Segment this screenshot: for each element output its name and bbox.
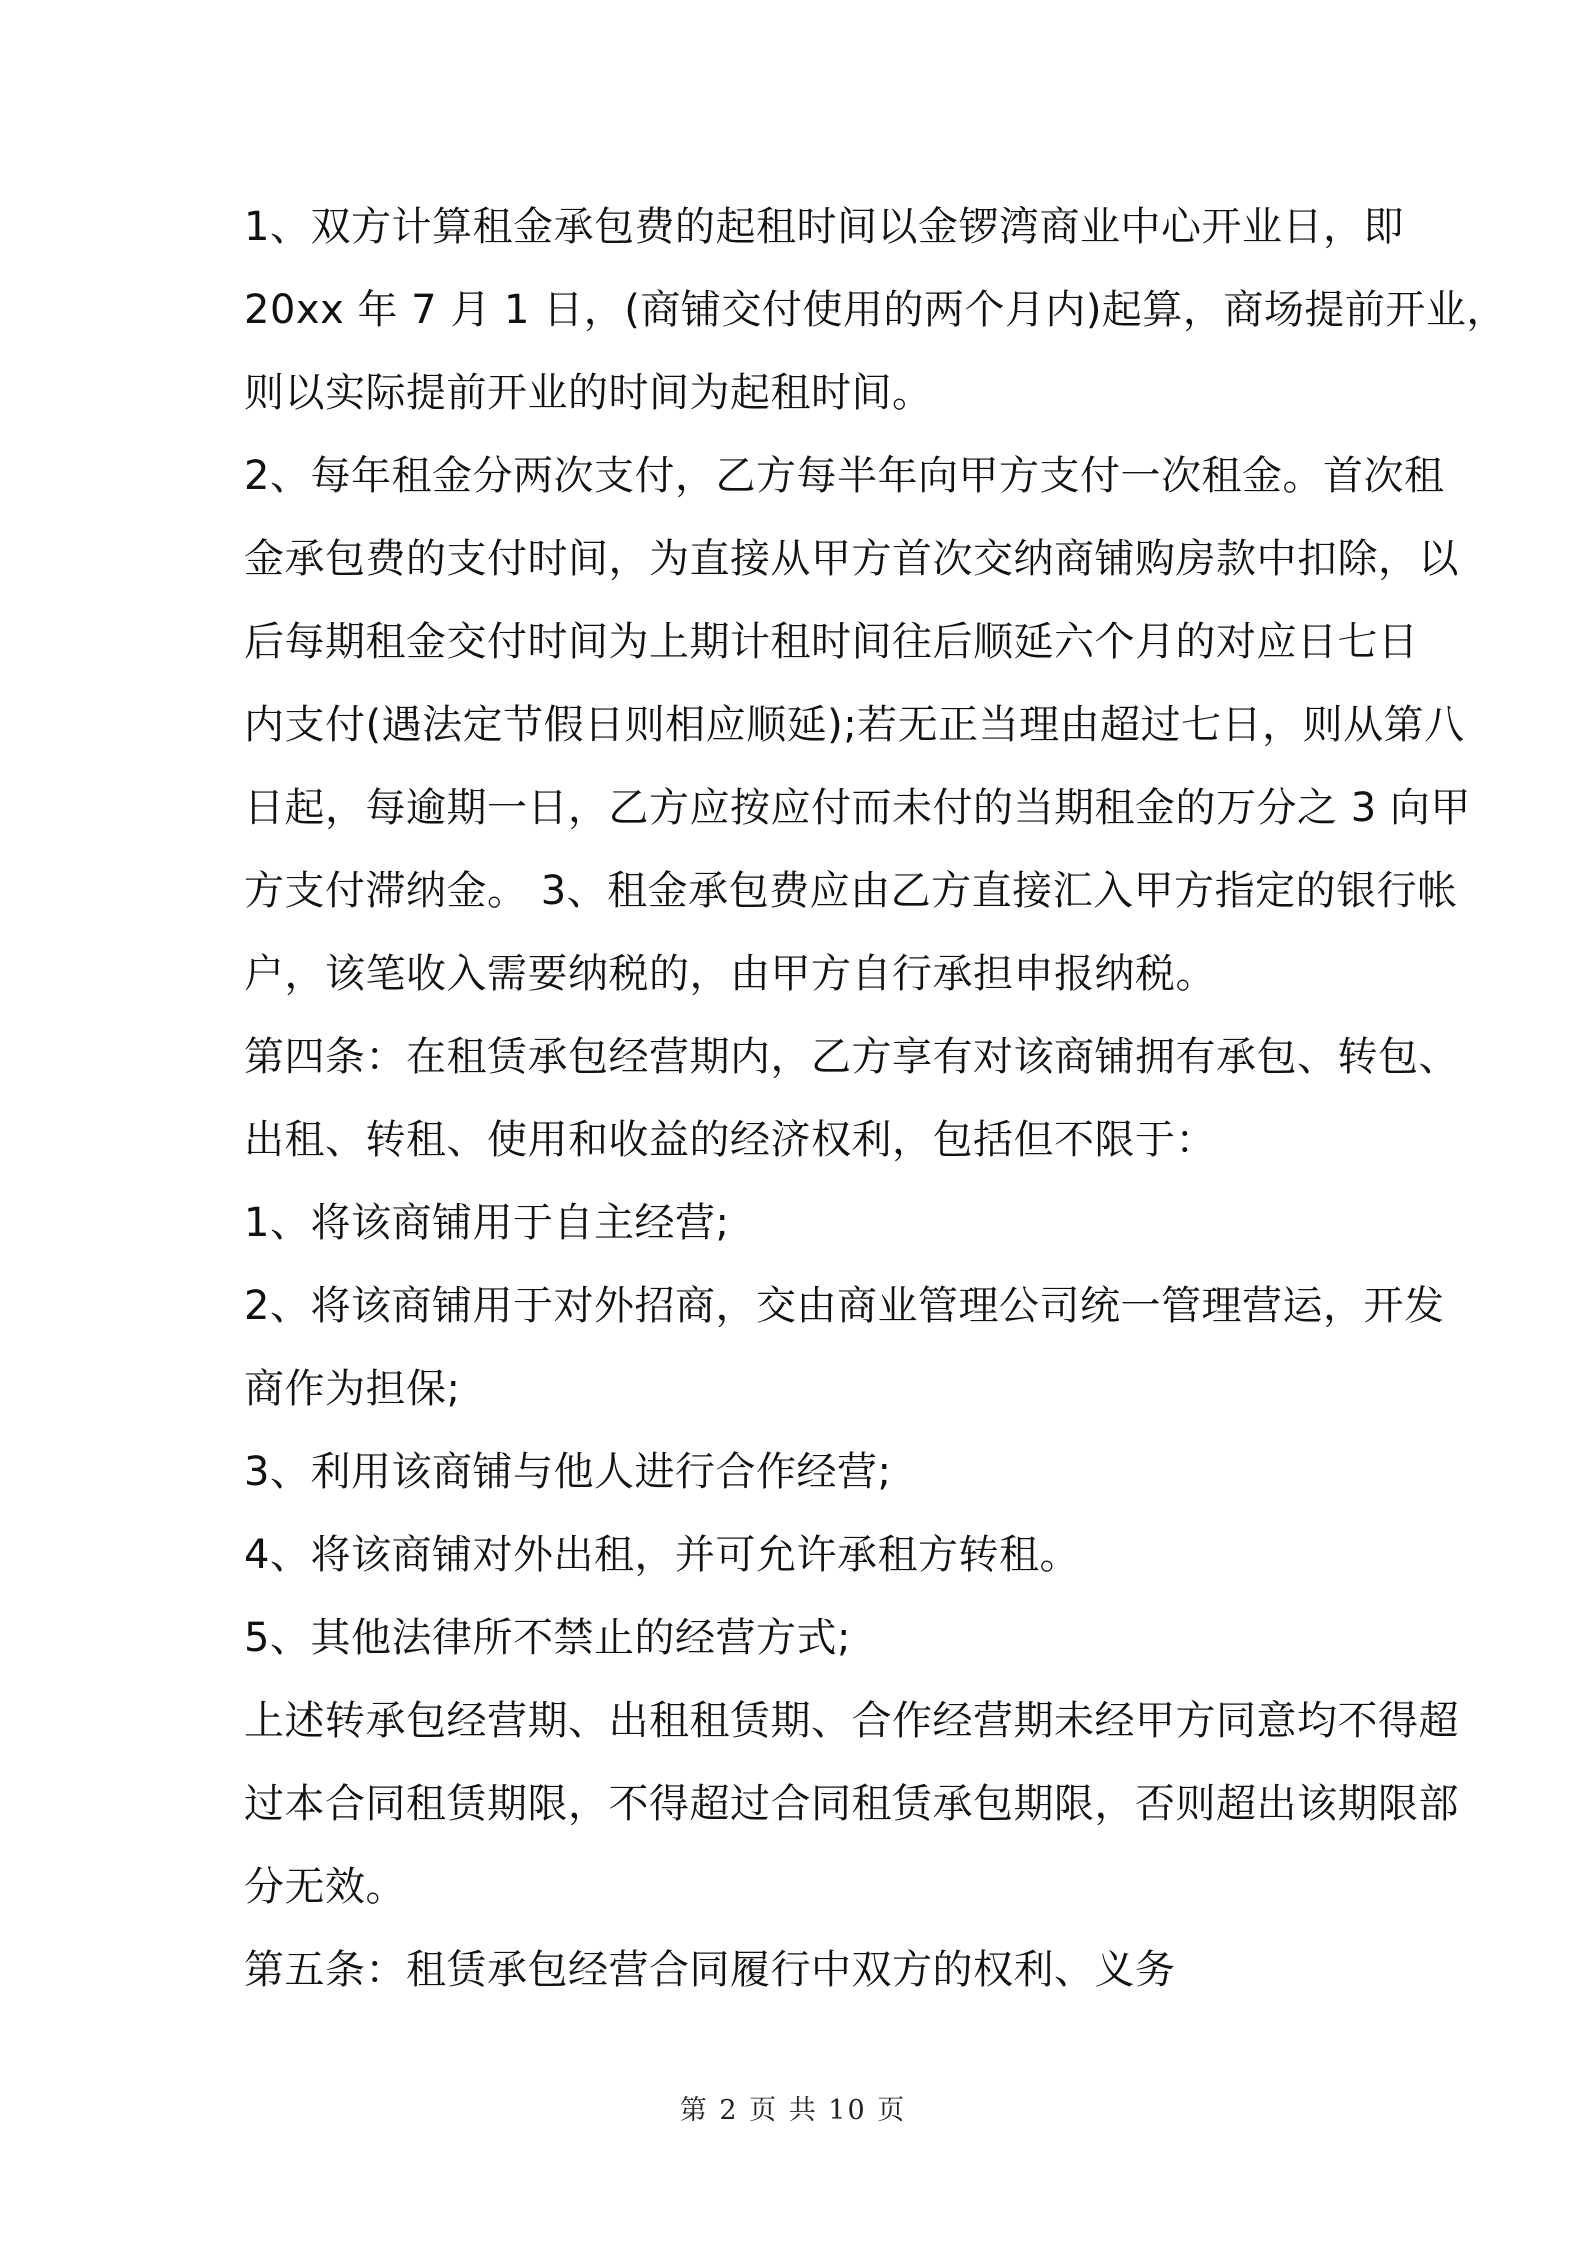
- text-line: 上述转承包经营期、出租租赁期、合作经营期未经甲方同意均不得超: [244, 1698, 1459, 1744]
- text-line: 2、每年租金分两次支付，乙方每半年向甲方支付一次租金。首次租: [244, 453, 1445, 499]
- text-line: 则以实际提前开业的时间为起租时间。: [244, 370, 933, 416]
- text-line: 日起，每逾期一日，乙方应按应付而未付的当期租金的万分之 3 向甲: [244, 785, 1471, 831]
- text-line: 1、双方计算租金承包费的起租时间以金锣湾商业中心开业日，即: [244, 204, 1404, 250]
- text-line: 方支付滞纳金。 3、租金承包费应由乙方直接汇入甲方指定的银行帐: [244, 868, 1458, 914]
- text-line: 内支付(遇法定节假日则相应顺延);若无正当理由超过七日，则从第八: [244, 702, 1465, 748]
- text-line: 户，该笔收入需要纳税的，由甲方自行承担申报纳税。: [244, 951, 1216, 997]
- list-item: 1、将该商铺用于自主经营;: [244, 1200, 730, 1246]
- list-item: 4、将该商铺对外出租，并可允许承租方转租。: [244, 1532, 1080, 1578]
- list-item: 2、将该商铺用于对外招商，交由商业管理公司统一管理营运，开发: [244, 1283, 1445, 1329]
- page-number-footer: 第 2 页 共 10 页: [679, 2095, 907, 2126]
- text-line: 商作为担保;: [244, 1366, 461, 1412]
- section-heading-line: 第五条：租赁承包经营合同履行中双方的权利、义务: [244, 1947, 1176, 1993]
- text-line: 出租、转租、使用和收益的经济权利，包括但不限于：: [244, 1117, 1216, 1163]
- text-line: 后每期租金交付时间为上期计租时间往后顺延六个月的对应日七日: [244, 619, 1419, 665]
- text-line: 过本合同租赁期限，不得超过合同租赁承包期限，否则超出该期限部: [244, 1781, 1459, 1827]
- text-line: 20xx 年 7 月 1 日，(商铺交付使用的两个月内)起算，商场提前开业，: [244, 287, 1507, 333]
- text-line: 分无效。: [244, 1864, 406, 1910]
- list-item: 5、其他法律所不禁止的经营方式;: [244, 1615, 851, 1661]
- text-line: 金承包费的支付时间，为直接从甲方首次交纳商铺购房款中扣除，以: [244, 536, 1459, 582]
- document-body: [244, 186, 1507, 2012]
- list-item: 3、利用该商铺与他人进行合作经营;: [244, 1449, 892, 1495]
- section-heading-line: 第四条：在租赁承包经营期内，乙方享有对该商铺拥有承包、转包、: [244, 1034, 1459, 1080]
